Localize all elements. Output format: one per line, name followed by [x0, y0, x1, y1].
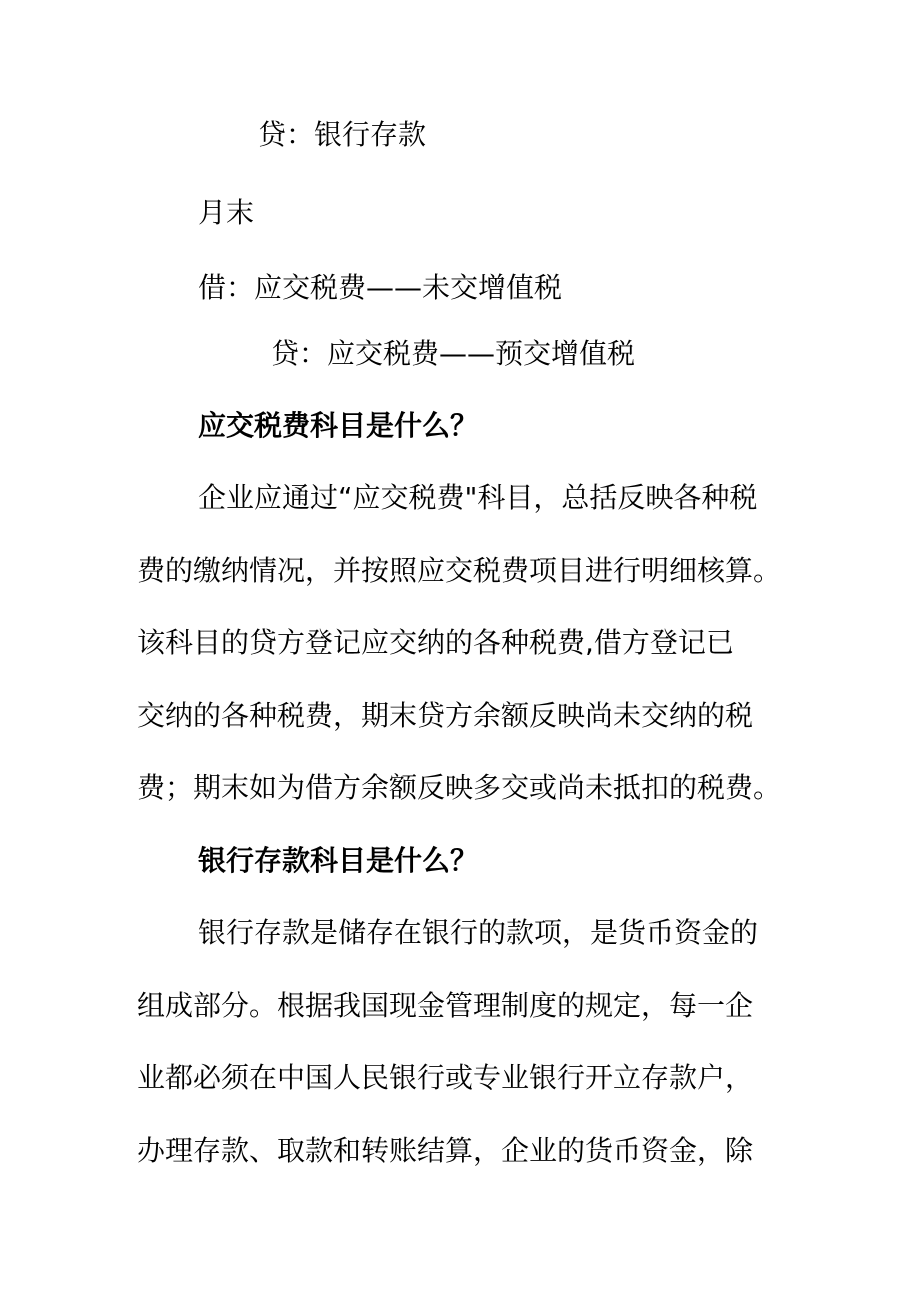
month-end-label: 月末 [198, 196, 255, 229]
paragraph-line: 办理存款、取款和转账结算，企业的货币资金，除 [137, 1134, 754, 1167]
section-heading-bank-deposit: 银行存款科目是什么？ [198, 844, 479, 877]
paragraph-line: 该科目的贷方登记应交纳的各种税费,借方登记已 [137, 626, 734, 659]
paragraph-line: 银行存款是储存在银行的款项，是货币资金的 [198, 916, 759, 949]
paragraph-line: 费；期末如为借方余额反映多交或尚未抵扣的税费。 [137, 771, 782, 804]
journal-credit-line-bank-deposit: 贷：银行存款 [258, 118, 427, 151]
journal-debit-line-unpaid-vat: 借：应交税费——未交增值税 [198, 271, 563, 304]
paragraph-line: 费的缴纳情况，并按照应交税费项目进行明细核算。 [137, 554, 782, 587]
journal-credit-line-prepaid-vat: 贷：应交税费——预交增值税 [271, 337, 636, 370]
section-heading-taxes-payable: 应交税费科目是什么？ [198, 409, 479, 442]
paragraph-line: 交纳的各种税费，期末贷方余额反映尚未交纳的税 [137, 699, 754, 732]
paragraph-line: 企业应通过“应交税费"科目，总括反映各种税 [198, 481, 758, 514]
paragraph-line: 业都必须在中国人民银行或专业银行开立存款户， [137, 1061, 754, 1094]
paragraph-line: 组成部分。根据我国现金管理制度的规定，每一企 [137, 989, 754, 1022]
